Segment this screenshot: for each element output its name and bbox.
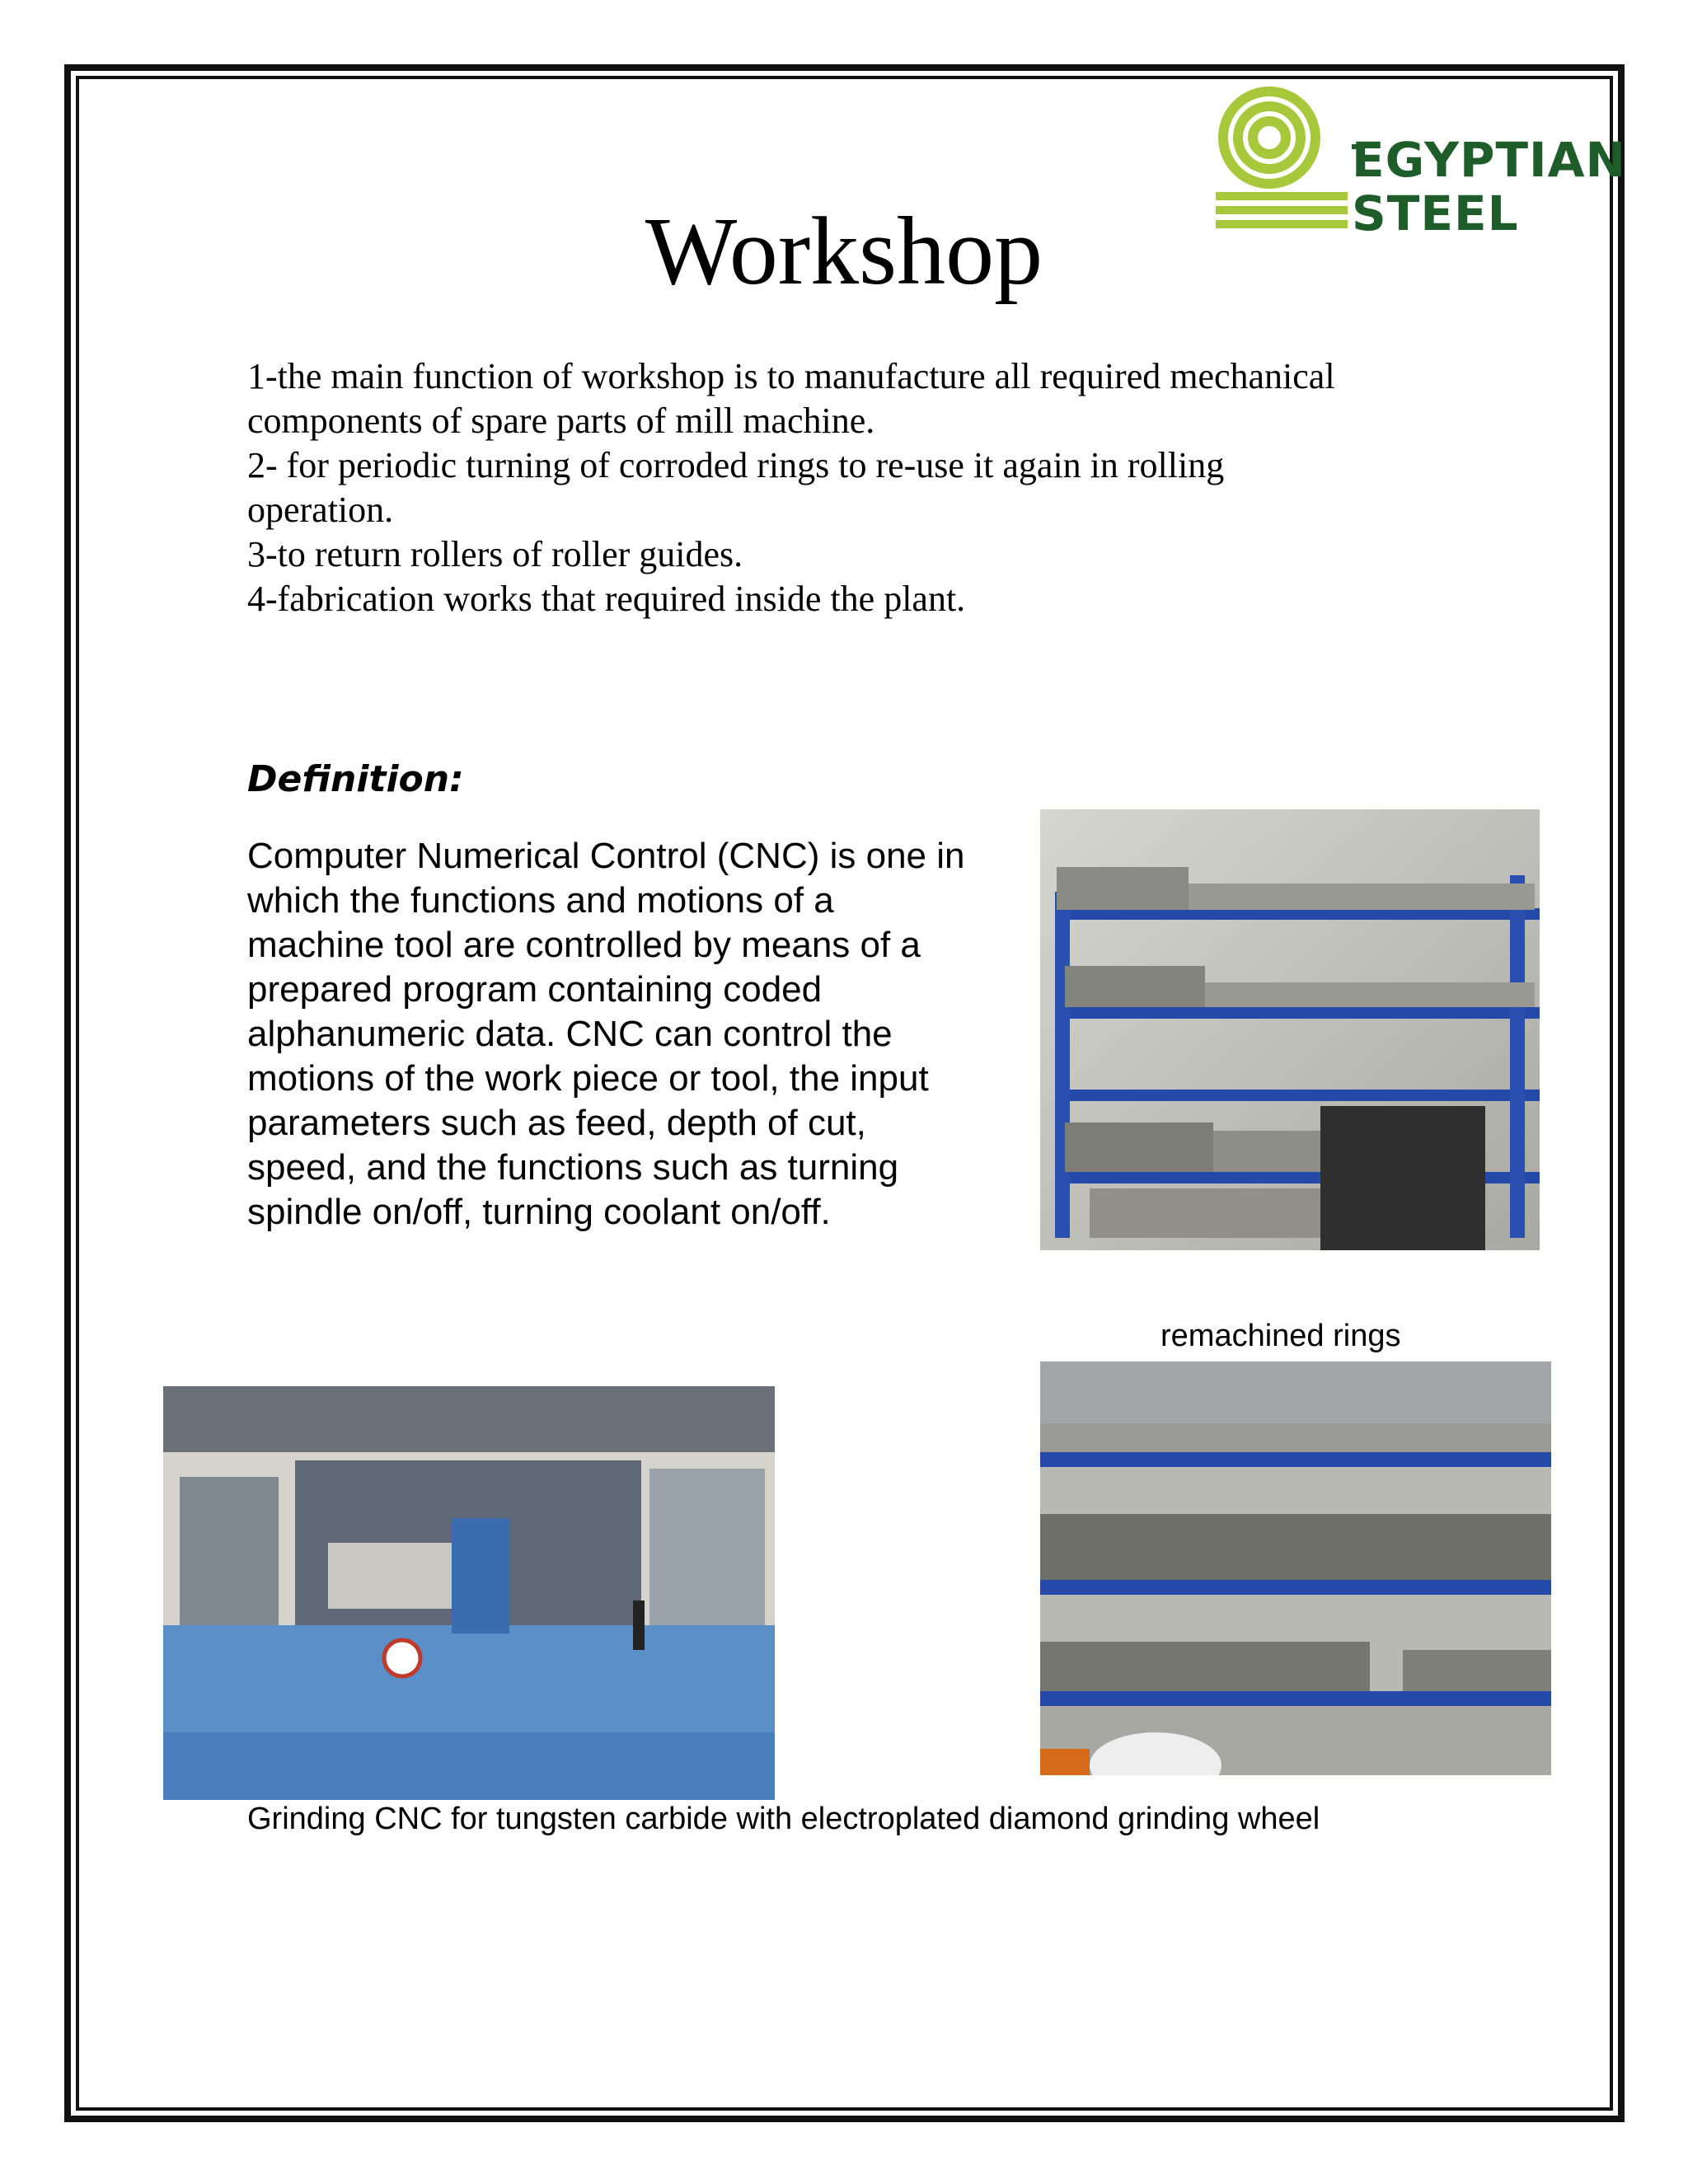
definition-line: motions of the work piece or tool, the input bbox=[247, 1058, 929, 1099]
intro-line: 2- for periodic turning of corroded rings to re-use it again in rolling bbox=[247, 445, 1225, 485]
intro-line: 1-the main function of workshop is to manufacture all required mechanical bbox=[247, 356, 1335, 396]
page-title: Workshop bbox=[645, 197, 1043, 305]
definition-line: Computer Numerical Control (CNC) is one in bbox=[247, 836, 965, 876]
intro-line: 3-to return rollers of roller guides. bbox=[247, 534, 743, 574]
intro-line: operation. bbox=[247, 490, 394, 530]
definition-heading: Definition: bbox=[247, 758, 464, 800]
intro-line: components of spare parts of mill machine. bbox=[247, 401, 875, 441]
definition-body bbox=[247, 834, 1030, 1235]
intro-line: 4-fabrication works that required inside the plant. bbox=[247, 579, 966, 619]
rings-shelf-photo bbox=[1040, 1361, 1551, 1775]
definition-line: parameters such as feed, depth of cut, bbox=[247, 1103, 866, 1143]
definition-line: speed, and the functions such as turning bbox=[247, 1147, 899, 1188]
logo-text-line1: EGYPTIAN bbox=[1352, 132, 1627, 188]
definition-line: which the functions and motions of a bbox=[247, 880, 834, 921]
definition-line: spindle on/off, turning coolant on/off. bbox=[247, 1192, 831, 1232]
intro-list bbox=[247, 354, 1451, 621]
definition-line: machine tool are controlled by means of a bbox=[247, 925, 921, 965]
rings-caption: remachined rings bbox=[1160, 1319, 1401, 1353]
definition-line: prepared program containing coded bbox=[247, 969, 823, 1010]
cnc-machine-photo bbox=[163, 1386, 775, 1800]
definition-line: alphanumeric data. CNC can control the bbox=[247, 1014, 893, 1054]
cnc-caption: Grinding CNC for tungsten carbide with electroplated diamond grinding wheel bbox=[247, 1802, 1320, 1836]
rings-rack-photo bbox=[1040, 809, 1540, 1250]
logo-text-line2: STEEL bbox=[1352, 185, 1519, 241]
